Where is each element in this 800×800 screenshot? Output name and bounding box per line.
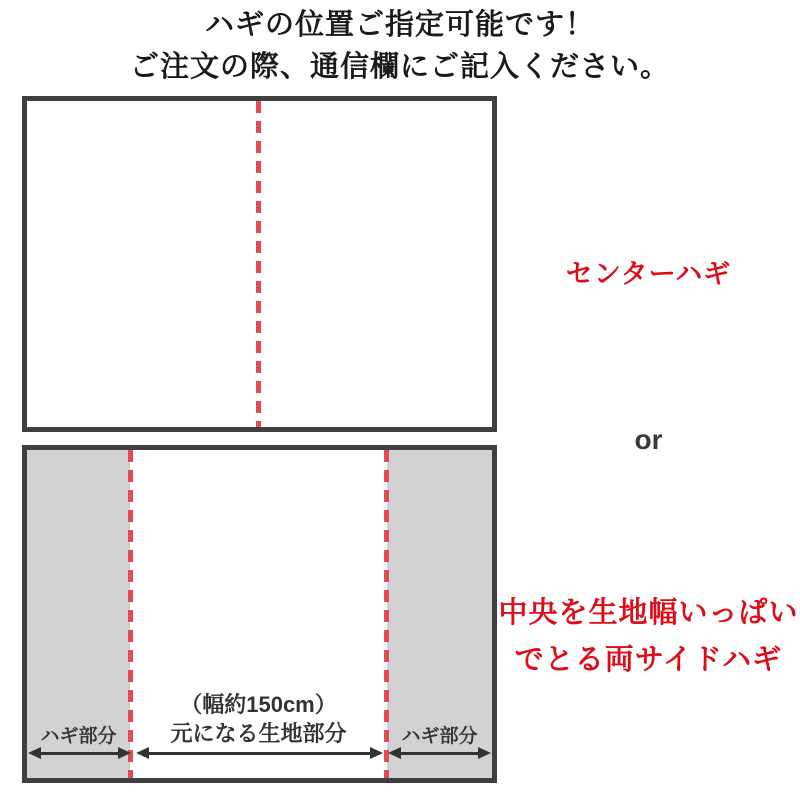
center-section-label-line-1: （幅約150cm）	[180, 692, 337, 717]
side-seam-diagram	[22, 445, 497, 783]
left-section-label: ハギ部分	[40, 726, 117, 747]
side-seam-label-line-1: 中央を生地幅いっぱい	[498, 597, 799, 629]
arrowhead-right-icon	[478, 747, 491, 759]
arrowhead-right-icon	[118, 747, 131, 759]
header	[0, 4, 800, 88]
center-seam-label: センターハギ	[565, 259, 732, 289]
right-width-arrow	[388, 747, 491, 760]
center-section-label-line-2: 元になる生地部分	[170, 721, 347, 746]
or-separator-label: or	[634, 424, 663, 455]
arrowhead-right-icon	[370, 747, 383, 759]
center-seam-diagram	[22, 96, 497, 432]
right-section-label: ハギ部分	[401, 726, 478, 747]
header-line-2: ご注文の際、通信欄にご記入ください。	[129, 51, 670, 83]
center-section-label	[130, 690, 387, 748]
side-seam-label	[497, 590, 800, 684]
center-width-arrow	[136, 747, 383, 760]
center-seam-dashed-line	[256, 101, 261, 427]
header-line-1: ハギの位置ご指定可能です！	[204, 9, 595, 41]
side-seam-label-line-2: でとる両サイドハギ	[514, 644, 783, 676]
left-width-arrow	[28, 747, 131, 760]
